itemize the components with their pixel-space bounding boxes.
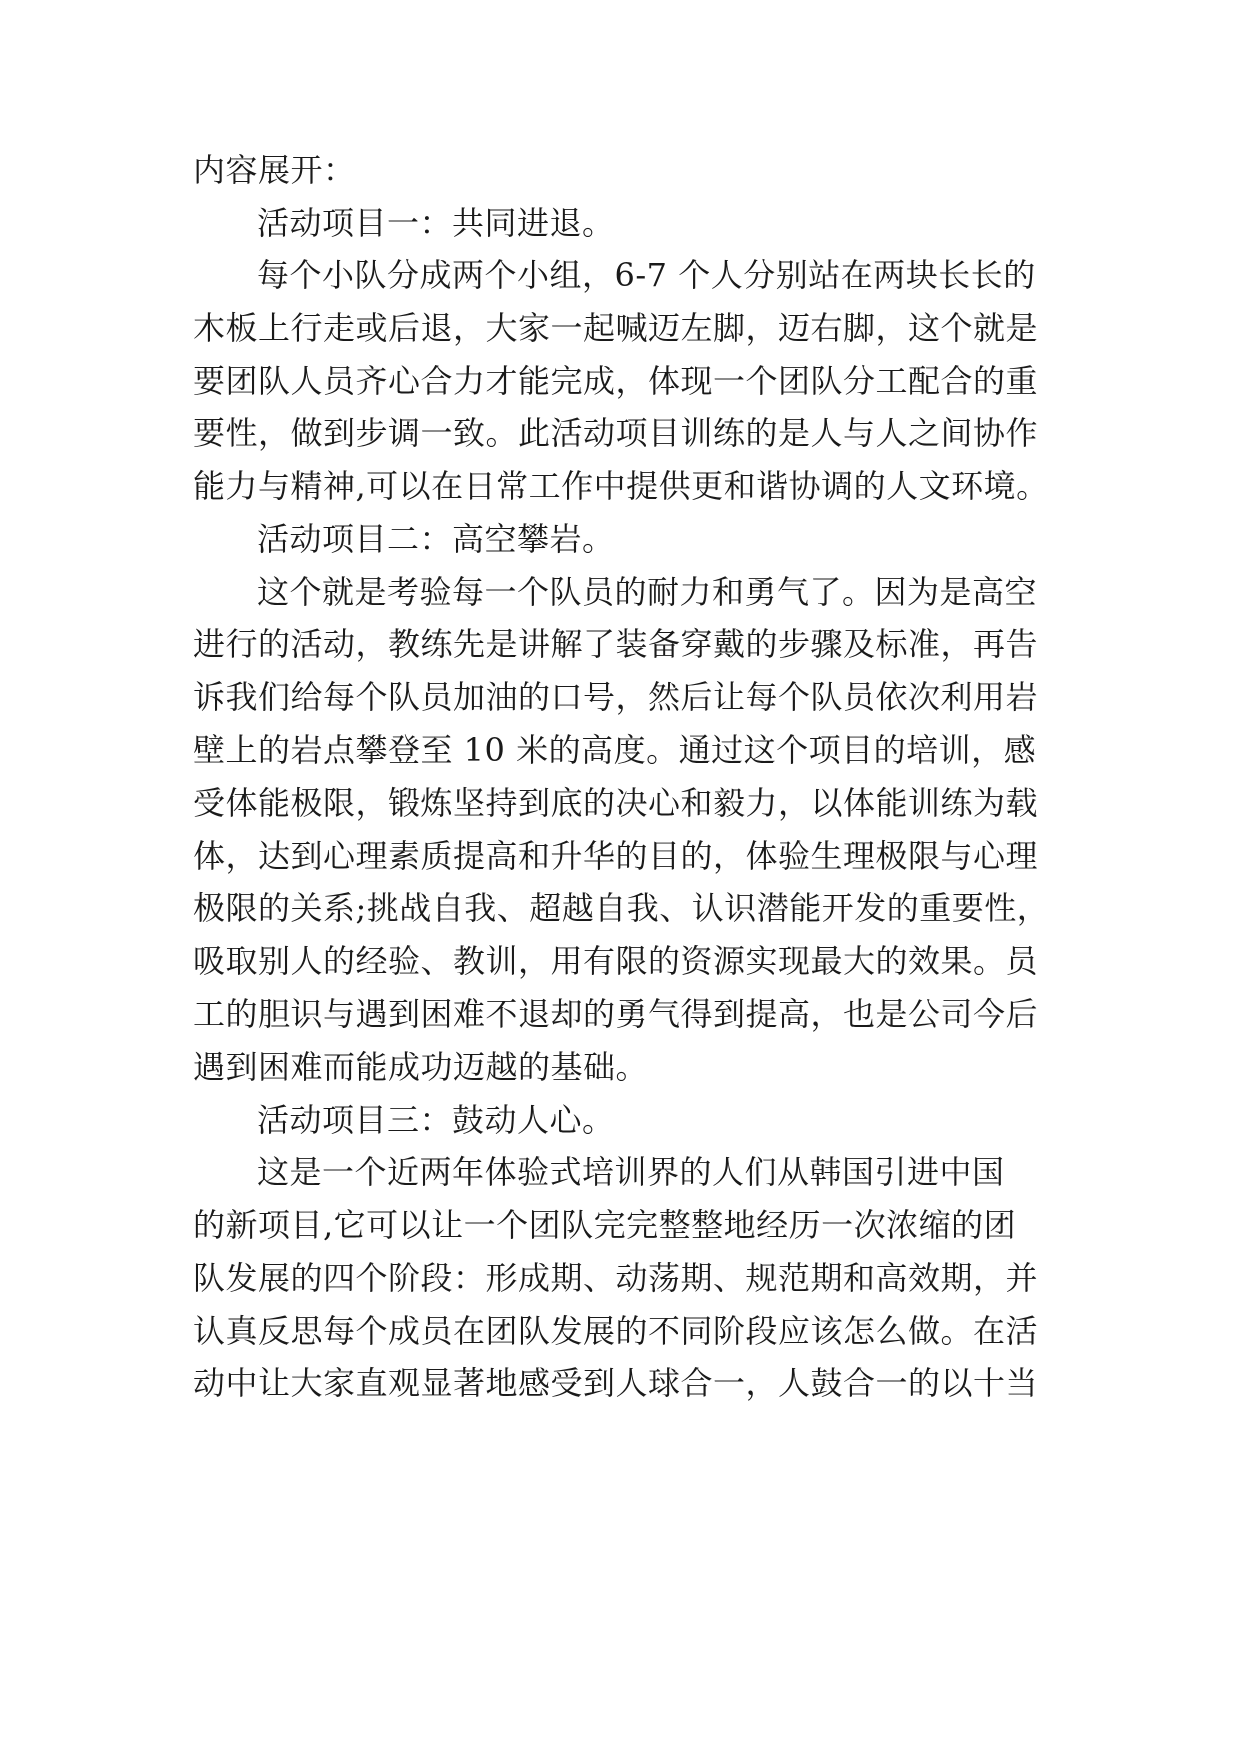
section-heading-activity-2: 活动项目二：高空攀岩。 [257, 520, 615, 558]
text-line: 内容展开： [193, 151, 356, 189]
text-line: 木板上行走或后退，大家一起喊迈左脚，迈右脚，这个就是 [193, 309, 1039, 347]
text-line: 诉我们给每个队员加油的口号，然后让每个队员依次利用岩 [193, 678, 1039, 716]
text-line: 壁上的岩点攀登至 10 米的高度。通过这个项目的培训，感 [193, 731, 1037, 769]
text-line: 极限的关系;挑战自我、超越自我、认识潜能开发的重要性， [193, 889, 1050, 927]
text-line: 受体能极限，锻炼坚持到底的决心和毅力，以体能训练为载 [193, 784, 1039, 822]
section-heading-activity-1: 活动项目一：共同进退。 [257, 204, 615, 242]
text-line: 认真反思每个成员在团队发展的不同阶段应该怎么做。在活 [193, 1312, 1039, 1350]
text-line: 动中让大家直观显著地感受到人球合一，人鼓合一的以十当 [193, 1364, 1039, 1402]
text-line: 体，达到心理素质提高和升华的目的，体验生理极限与心理 [193, 837, 1039, 875]
text-line: 队发展的四个阶段：形成期、动荡期、规范期和高效期，并 [193, 1259, 1039, 1297]
text-line: 的新项目,它可以让一个团队完完整整地经历一次浓缩的团 [193, 1206, 1017, 1244]
text-line: 这是一个近两年体验式培训界的人们从韩国引进中国 [257, 1153, 1005, 1191]
text-line: 吸取别人的经验、教训，用有限的资源实现最大的效果。员 [193, 942, 1039, 980]
text-line: 要团队人员齐心合力才能完成，体现一个团队分工配合的重 [193, 362, 1039, 400]
text-line: 遇到困难而能成功迈越的基础。 [193, 1048, 649, 1086]
text-line: 每个小队分成两个小组，6-7 个人分别站在两块长长的 [257, 256, 1036, 294]
text-line: 要性，做到步调一致。此活动项目训练的是人与人之间协作 [193, 414, 1039, 452]
text-line: 能力与精神,可以在日常工作中提供更和谐协调的人文环境。 [193, 467, 1049, 505]
text-line: 工的胆识与遇到困难不退却的勇气得到提高，也是公司今后 [193, 995, 1039, 1033]
text-line: 进行的活动，教练先是讲解了装备穿戴的步骤及标准，再告 [193, 625, 1039, 663]
text-line: 这个就是考验每一个队员的耐力和勇气了。因为是高空 [257, 573, 1038, 611]
section-heading-activity-3: 活动项目三：鼓动人心。 [257, 1101, 615, 1139]
